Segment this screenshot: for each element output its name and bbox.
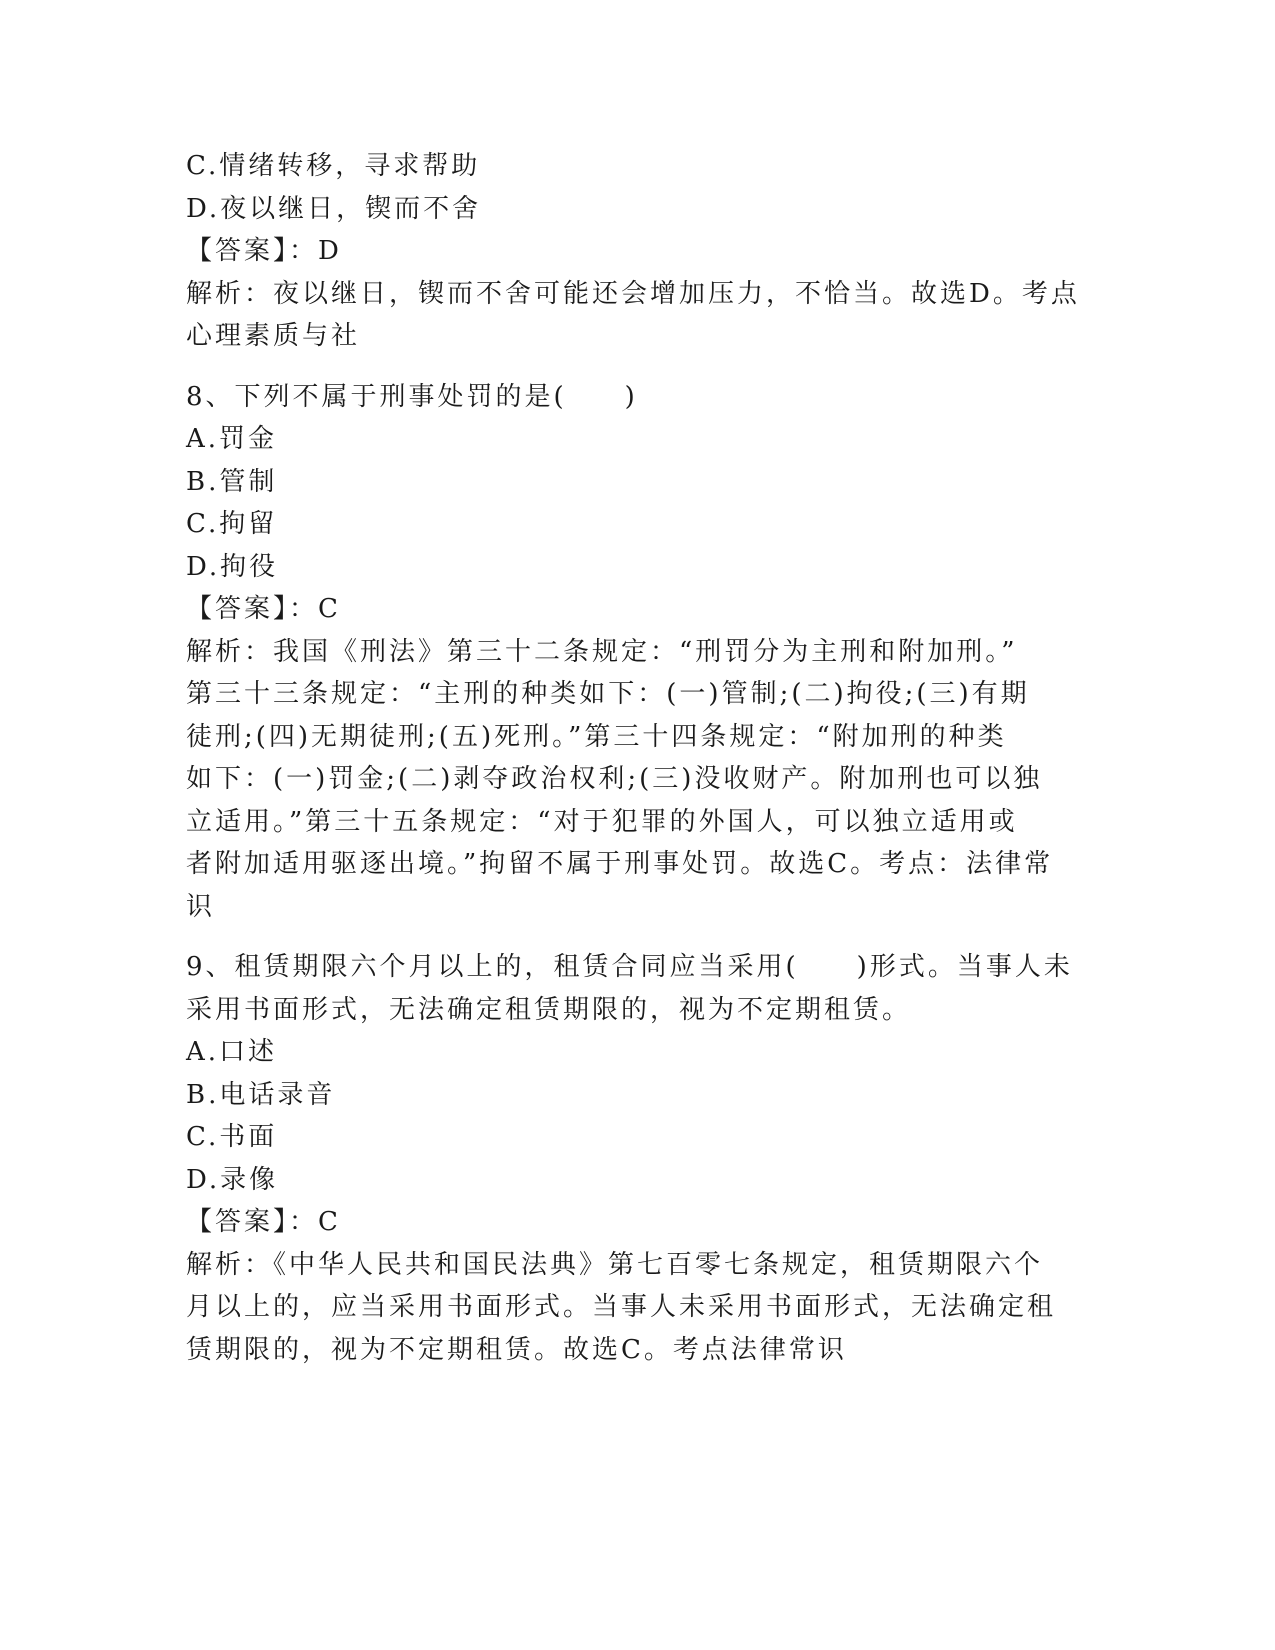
q7-option-d: D.夜以继日，锲而不舍 <box>186 193 482 224</box>
q9-analysis-line: 月以上的，应当采用书面形式。当事人未采用书面形式，无法确定租 <box>186 1292 1057 1322</box>
q8-analysis-line: 立适用。”第三十五条规定：“对于犯罪的外国人，可以独立适用或 <box>186 806 1018 837</box>
spacer <box>186 928 1066 946</box>
q9-option-a: A.口述 <box>186 1037 278 1067</box>
q9-option-d: D.录像 <box>186 1164 279 1195</box>
q7-option-c: C.情绪转移，寻求帮助 <box>186 151 481 181</box>
q7-analysis-line: 心理素质与社 <box>186 321 361 351</box>
q8-analysis-line: 第三十三条规定：“主刑的种类如下：(一)管制;(二)拘役;(三)有期 <box>186 679 1030 709</box>
q9-option-c: C.书面 <box>186 1122 278 1152</box>
q8-option-d: D.拘役 <box>186 551 279 582</box>
q8-analysis-line: 识 <box>186 891 216 922</box>
q9-option-b: B.电话录音 <box>186 1079 336 1110</box>
q7-answer: 【答案】：D <box>186 236 342 266</box>
question-8-block <box>186 376 1066 929</box>
spacer <box>186 358 1066 376</box>
q9-question-line: 9、租赁期限六个月以上的，租赁合同应当采用( )形式。当事人未 <box>186 952 1073 982</box>
q9-analysis-line: 赁期限的，视为不定期租赁。故选C。考点法律常识 <box>186 1334 847 1365</box>
q9-analysis-line: 解析：《中华人民共和国民法典》第七百零七条规定，租赁期限六个 <box>186 1249 1044 1280</box>
question-9-block <box>186 946 1073 1371</box>
q8-answer: 【答案】：C <box>186 594 341 624</box>
q8-analysis-line: 如下：(一)罚金;(二)剥夺政治权利;(三)没收财产。附加刑也可以独 <box>186 764 1043 794</box>
q9-question-line: 采用书面形式，无法确定租赁期限的，视为不定期租赁。 <box>186 994 912 1025</box>
q8-analysis-line: 者附加适用驱逐出境。”拘留不属于刑事处罚。故选C。考点：法律常 <box>186 849 1054 879</box>
q9-answer: 【答案】：C <box>186 1207 341 1237</box>
q8-question: 8、下列不属于刑事处罚的是( ) <box>186 381 638 412</box>
q8-option-b: B.管制 <box>186 466 278 497</box>
q8-analysis-line: 解析：我国《刑法》第三十二条规定：“刑罚分为主刑和附加刑。” <box>186 636 1018 667</box>
q8-option-c: C.拘留 <box>186 509 278 539</box>
q8-analysis-line: 徒刑;(四)无期徒刑;(五)死刑。”第三十四条规定：“附加刑的种类 <box>186 721 1007 752</box>
document-page <box>186 145 1080 1371</box>
q8-option-a: A.罚金 <box>186 424 278 454</box>
q7-analysis-line: 解析：夜以继日，锲而不舍可能还会增加压力，不恰当。故选D。考点 <box>186 278 1080 309</box>
question-7-block <box>186 145 1080 358</box>
